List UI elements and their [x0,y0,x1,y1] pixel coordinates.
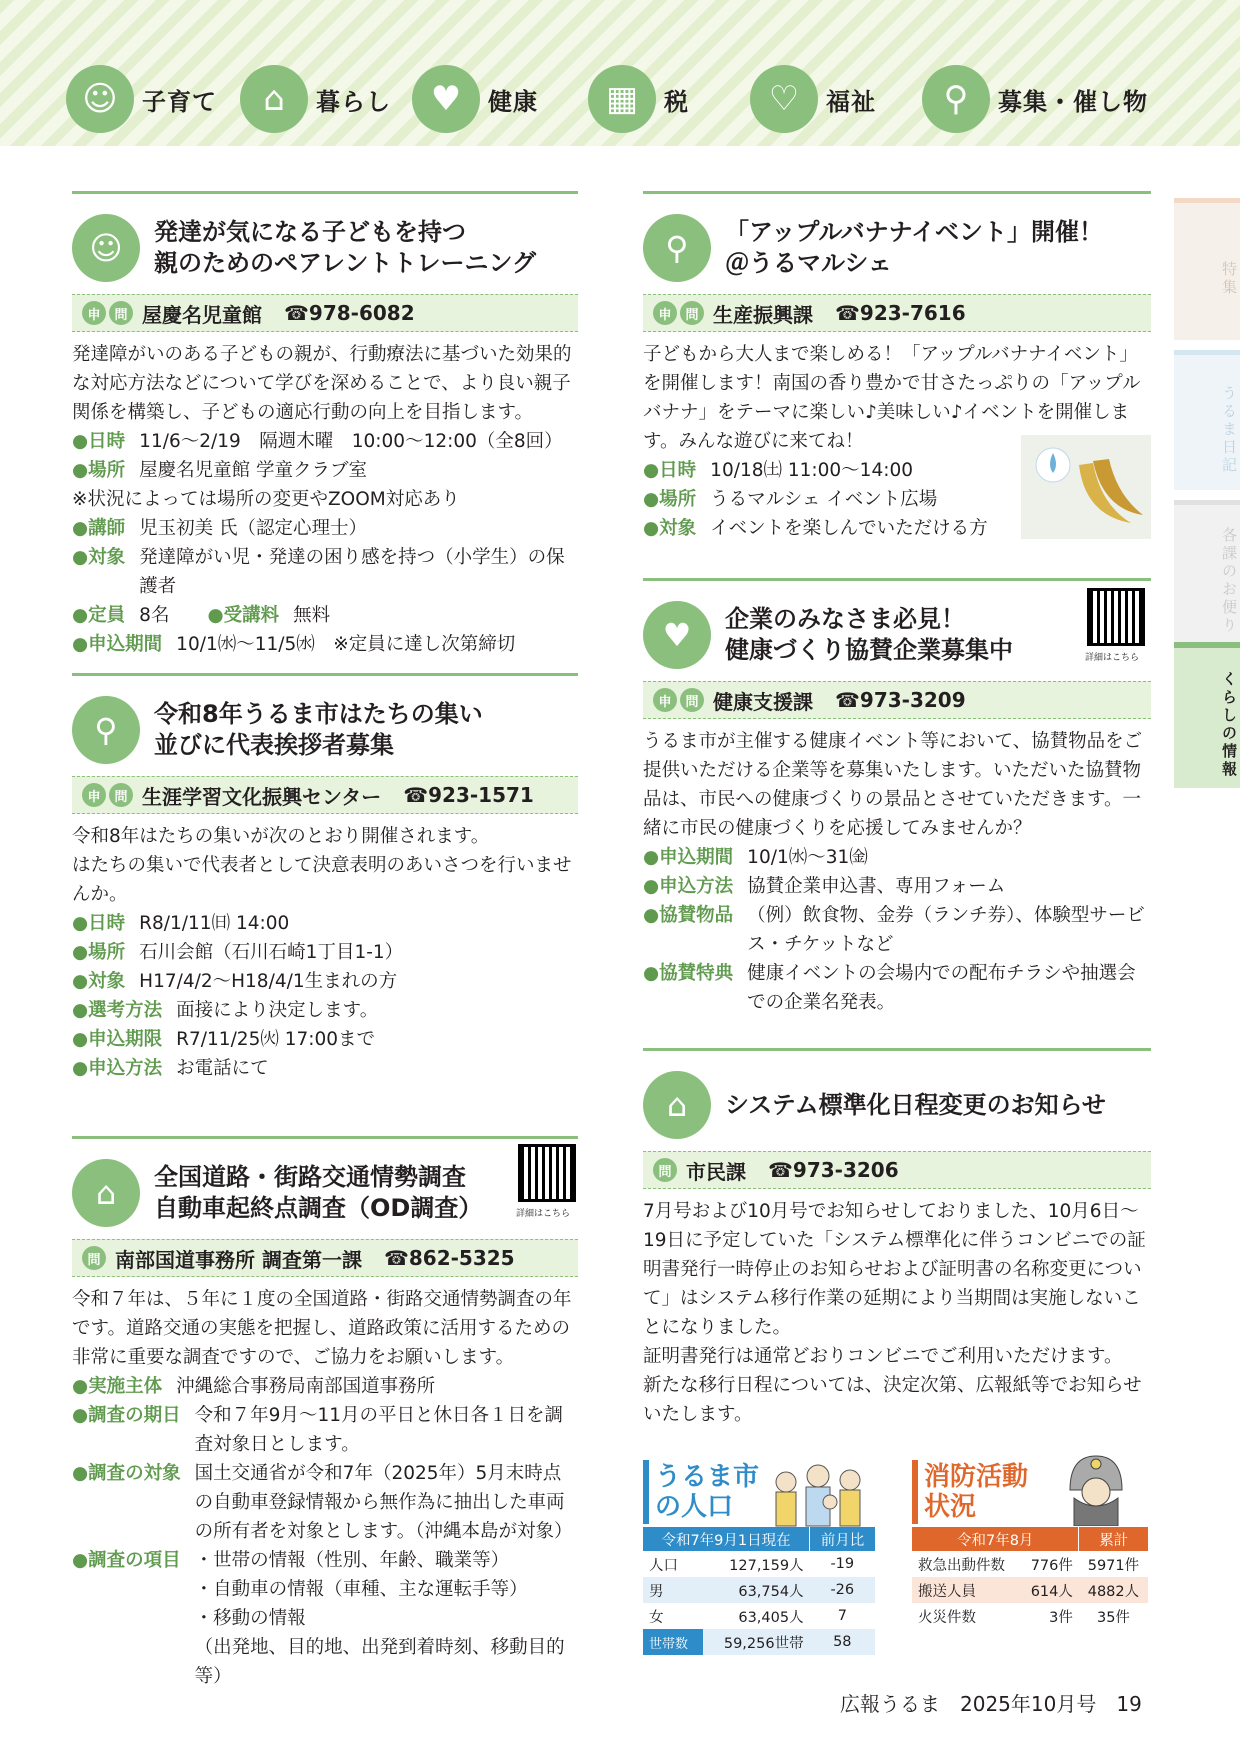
qr-code[interactable] [518,1144,576,1202]
info-row: ● 実施主体 沖縄総合事務局南部国道事務所 [72,1372,578,1401]
smiley-face-icon: ☺ [72,214,140,282]
org-name: 生涯学習文化振興センター [142,784,382,809]
info-row: ● 日時 R8/1/11㈰ 14:00 [72,909,578,938]
info-row: ● 講師 児玉初美 氏（認定心理士） [72,514,578,543]
category-label: 健康 [488,87,538,116]
intro-text: はたちの集いで代表者として決意表明のあいさつを行いませんか。 [72,855,572,905]
apply-badge: 申 [82,301,106,325]
intro-text: 発達障がいのある子どもの親が、行動療法に基づいた効果的な対応方法などについて学びを深めることで、より良い親子関係を構築し、子どもの適応行動の向上を目指します。 [72,344,572,423]
intro-text: 子どもから大人まで楽しめる！「アップルバナナイベント」を開催します！南国の香り豊かで甘さたっぷりの「アップルバナナ」をテーマに楽しい♪美味しい♪イベントを開催します。みんな遊びに来てね！ [643,344,1141,452]
family-illustration [764,1462,874,1528]
side-tab-tokushu[interactable]: 特集 [1174,198,1240,340]
category-kenko[interactable] [412,62,538,136]
qr-caption: 詳細はこちら [1085,653,1140,663]
house-icon: ⌂ [240,65,308,133]
info-row: ● 調査の項目 ・世帯の情報（性別、年齢、職業等） ・自動車の情報（車種、主な運転手等） ・移動の情報 （出発地、目的地、出発到着時刻、移動目的等） [72,1546,578,1691]
category-fukushi[interactable] [750,62,876,136]
article-title: 企業のみなさま必見！ 健康づくり協賛企業募集中 [725,605,1013,664]
side-tab-kurashi-active[interactable]: くらしの情報 [1174,642,1240,788]
table-header: 累計 [1079,1527,1148,1551]
contact-bar [72,1239,578,1277]
contact-bar [72,776,578,814]
org-name: 屋慶名児童館 [142,302,262,327]
category-kurashi[interactable] [240,62,391,136]
info-row: ● 定員 8名 ● 受講料 無料 [72,601,578,630]
firefighter-illustration [1060,1450,1132,1526]
phone-number[interactable]: ☎973-3209 [835,688,966,712]
info-row: ● 日時 11/6〜2/19 隔週木曜 10:00〜12:00（全8回） [72,427,578,456]
info-row: ● 調査の期日 令和７年9月〜11月の平日と休日各１日を調査対象日とします。 [72,1401,578,1459]
info-row: ● 協賛特典 健康イベントの会場内での配布チラシや抽選会での企業名発表。 [643,959,1151,1017]
house-icon: ⌂ [72,1159,140,1227]
notice-text: 新たな移行日程については、決定次第、広報紙等でお知らせいたします。 [643,1375,1142,1425]
table-row: 女 63,405人 7 [643,1603,875,1629]
intro-text: うるま市が主催する健康イベント等において、協賛物品をご提供いただける企業等を募集いたします。いただいた協賛物品は、市民への健康づくりの景品とさせていただきます。一緒に市民の健康づくりを応援してみませんか？ [643,731,1143,839]
fire-table [912,1527,1148,1629]
info-row: ● 場所 屋慶名児童館 学童クラブ室 [72,456,578,485]
apply-badge: 申 [653,301,677,325]
search-person-icon: ⚲ [922,65,990,133]
contact-bar [72,294,578,332]
info-row: ● 協賛物品 （例）飲食物、金券（ランチ券）、体験型サービス・チケットなど [643,901,1151,959]
table-header: 前月比 [810,1527,875,1551]
calculator-icon: ▦ [588,65,656,133]
info-row: ● 申込期間 10/1㈬〜31㈮ [643,843,1151,872]
contact-bar [643,294,1151,332]
info-row: ● 申込期限 R7/11/25㈫ 17:00まで [72,1025,578,1054]
category-boshu[interactable] [922,62,1148,136]
fire-accent-bar [912,1460,918,1524]
table-row: 搬送人員 614人 4882人 [912,1577,1148,1603]
category-kosodate[interactable] [66,62,217,136]
contact-bar [643,1151,1151,1189]
org-name: 生産振興課 [713,302,813,327]
category-header [0,0,1240,146]
table-header: 令和7年8月 [956,1532,1034,1549]
info-row: ● 場所 うるマルシェ イベント広場 [643,485,1151,514]
smiley-face-icon: ☺ [66,65,134,133]
category-label: 募集・催し物 [998,87,1148,116]
table-row: 人口 127,159人 -19 [643,1551,875,1577]
inquiry-badge: 問 [653,1158,677,1182]
table-row: 救急出動件数 776件 5971件 [912,1551,1148,1577]
qr-code[interactable] [1087,588,1145,646]
article-system-notice [643,1048,1151,1429]
population-title: うるま市 の人口 [655,1462,760,1522]
note-text: ※状況によっては場所の変更やZOOM対応あり [72,489,460,510]
category-label: 税 [664,87,689,116]
phone-number[interactable]: ☎973-3206 [768,1158,899,1182]
apply-badge: 申 [653,688,677,712]
org-name: 健康支援課 [713,689,813,714]
inquiry-badge: 問 [680,688,704,712]
category-label: 福祉 [826,87,876,116]
banana-photo [1021,435,1151,539]
article-title: 令和8年うるま市はたちの集い 並びに代表挨拶者募集 [154,700,483,759]
article-parent-training [72,191,578,659]
table-header: 令和7年9月1日現在 [661,1532,791,1549]
article-title: 発達が気になる子どもを持つ 親のためのペアレントトレーニング [154,218,536,277]
info-row: ● 場所 石川会館（石川石崎1丁目1-1） [72,938,578,967]
intro-text: 令和７年は、５年に１度の全国道路・街路交通情勢調査の年です。道路交通の実態を把握し、道路政策に活用するための非常に重要な調査ですので、ご協力をお願いします。 [72,1289,572,1368]
phone-number[interactable]: ☎862-5325 [383,1246,515,1270]
category-label: 暮らし [316,87,391,116]
house-icon: ⌂ [643,1071,711,1139]
phone-number[interactable]: ☎978-6082 [284,301,415,325]
qr-caption: 詳細はこちら [516,1209,571,1219]
info-row: ● 申込方法 お電話にて [72,1054,578,1083]
apply-badge: 申 [82,783,106,807]
table-row: 火災件数 3件 35件 [912,1603,1148,1629]
page-footer: 広報うるま 2025年10月号 19 [840,1692,1142,1716]
banana-icon [1021,435,1151,539]
info-row: ● 対象 発達障がい児・発達の困り感を持つ（小学生）の保護者 [72,543,578,601]
info-row: ● 申込期間 10/1㈬〜11/5㈬ ※定員に達し次第締切 [72,630,578,659]
table-row: 世帯数 59,256世帯 58 [643,1629,875,1655]
heart-icon: ♥ [643,601,711,669]
article-health-sponsor [643,578,1151,1017]
handshake-heart-icon: ♡ [750,65,818,133]
population-accent-bar [643,1460,649,1524]
contact-bar [643,681,1151,719]
fire-title: 消防活動 状況 [924,1462,1029,1522]
inquiry-badge: 問 [680,301,704,325]
article-title: 「アップルバナナイベント」開催！ ＠うるマルシェ [725,218,1103,277]
info-row: ● 対象 イベントを楽しんでいただける方 [643,514,1151,543]
category-label: 子育て [142,87,217,116]
table-row: 男 63,754人 -26 [643,1577,875,1603]
org-name: 市民課 [686,1159,746,1184]
side-tab-kakka[interactable]: 各課のお便り [1174,500,1240,642]
info-row: ● 日時 10/18㈯ 11:00〜14:00 [643,456,1151,485]
info-row: ● 選考方法 面接により決定します。 [72,996,578,1025]
category-zei[interactable] [588,62,689,136]
intro-text: 令和8年はたちの集いが次のとおり開催されます。 [72,826,490,847]
side-tab-uruma-diary[interactable]: うるま日記 [1174,350,1240,490]
population-table [643,1527,875,1655]
phone-number[interactable]: ☎923-1571 [403,783,534,807]
inquiry-badge: 問 [82,1246,106,1270]
article-road-survey [72,1136,578,1691]
heart-icon: ♥ [412,65,480,133]
inquiry-badge: 問 [109,301,133,325]
info-row: ● 申込方法 協賛企業申込書、専用フォーム [643,872,1151,901]
notice-text: 証明書発行は通常どおりコンビニでご利用いただけます。 [643,1346,1123,1367]
search-person-icon: ⚲ [643,214,711,282]
inquiry-badge: 問 [109,783,133,807]
article-title: 全国道路・街路交通情勢調査 自動車起終点調査（OD調査） [154,1163,483,1222]
notice-text: 7月号および10月号でお知らせしておりました、10月6日〜19日に予定していた「システム標準化に伴うコンビニでの証明書発行一時停止のお知らせおよび証明書の名称変更について」はシステム移行作業の延期により当期間は実施しないことになりました。 [643,1201,1146,1338]
search-person-icon: ⚲ [72,696,140,764]
article-title: システム標準化日程変更のお知らせ [725,1090,1106,1119]
article-apple-banana [643,191,1151,543]
org-name: 南部国道事務所 調査第一課 [115,1247,362,1272]
info-row: ● 調査の対象 国土交通省が令和7年（2025年）5月末時点の自動車登録情報から無作為に抽出した車両の所有者を対象とします。（沖縄本島が対象） [72,1459,578,1546]
article-coming-of-age [72,673,578,1083]
info-row: ● 対象 H17/4/2〜H18/4/1生まれの方 [72,967,578,996]
phone-number[interactable]: ☎923-7616 [835,301,966,325]
